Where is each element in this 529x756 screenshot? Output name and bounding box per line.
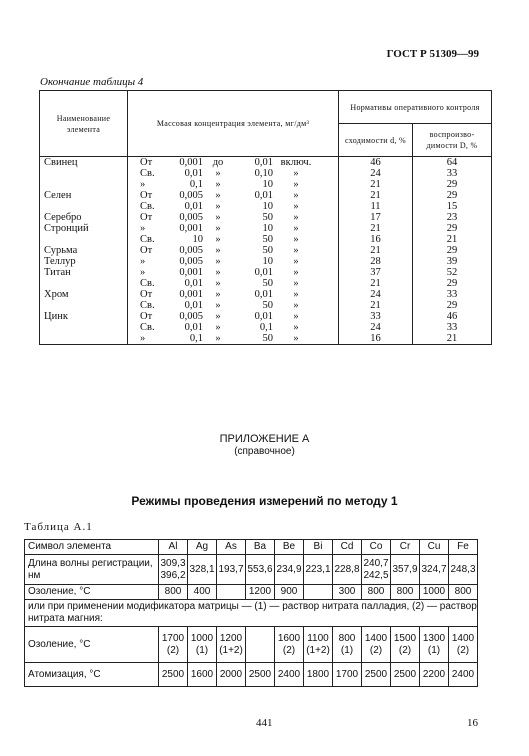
reproducibility-value: 33	[446, 289, 458, 300]
range-prefix: От	[140, 289, 153, 300]
concentration-range	[128, 300, 338, 311]
convergence-value: 21	[370, 300, 381, 311]
concentration-range	[128, 311, 338, 322]
convergence-cell	[339, 289, 413, 311]
convergence-cell	[339, 245, 413, 256]
page-number: 441	[256, 717, 273, 729]
range-from: 0,005	[179, 245, 203, 256]
table-cell: 1400 (2)	[449, 627, 478, 663]
table-cell: 800	[159, 585, 188, 600]
element-name	[40, 223, 128, 245]
range-inclusive: »	[293, 300, 299, 311]
concentration-range	[128, 245, 338, 256]
concentration-range	[128, 179, 338, 190]
convergence-value: 33	[370, 311, 381, 322]
row-label: Атомизация, °С	[25, 663, 159, 687]
row-label: Символ элемента	[25, 540, 159, 555]
table-cell: 2500	[159, 663, 188, 687]
table-cell: 1500 (2)	[391, 627, 420, 663]
table-cell	[217, 585, 246, 600]
table-cell: 240,7 242,5	[362, 555, 391, 585]
range-inclusive: »	[293, 333, 299, 344]
table-cell: 2500	[391, 663, 420, 687]
table-row	[40, 190, 492, 212]
concentration-cell	[128, 267, 339, 289]
table-cell: Al	[159, 540, 188, 555]
table-row	[40, 157, 492, 191]
table-row	[40, 256, 492, 267]
concentration-range	[128, 168, 338, 179]
range-to: 10	[262, 256, 273, 267]
table-cell: 400	[188, 585, 217, 600]
element-name-text: Титан	[44, 267, 71, 278]
convergence-value: 24	[370, 289, 381, 300]
range-inclusive: »	[293, 289, 299, 300]
table-row	[25, 663, 478, 687]
range-to-word: »	[215, 190, 221, 201]
table-cell: 228,8	[333, 555, 362, 585]
document-code: ГОСТ Р 51309—99	[386, 48, 479, 60]
header-norms: Нормативы оперативного контроля	[339, 91, 492, 124]
range-to-word: »	[215, 267, 221, 278]
range-inclusive: »	[293, 322, 299, 333]
range-prefix: Св.	[140, 322, 155, 333]
range-inclusive: »	[293, 311, 299, 322]
range-prefix: »	[140, 333, 146, 344]
table-cell: 309,3 396,2	[159, 555, 188, 585]
element-name-text: Свинец	[44, 157, 78, 168]
concentration-range	[128, 267, 338, 278]
range-inclusive: »	[293, 179, 299, 190]
table-cell: 800	[449, 585, 478, 600]
table-cell: 800	[391, 585, 420, 600]
convergence-value: 21	[370, 179, 381, 190]
convergence-cell	[339, 311, 413, 345]
element-name-text: Цинк	[44, 311, 68, 322]
convergence-value: 16	[370, 234, 381, 245]
table-cell: 1100 (1+2)	[304, 627, 333, 663]
table-cell: As	[217, 540, 246, 555]
range-prefix: Св.	[140, 234, 155, 245]
table-cell	[246, 627, 275, 663]
range-prefix: »	[140, 267, 146, 278]
range-inclusive: »	[293, 267, 299, 278]
table-cell: Be	[275, 540, 304, 555]
table-row	[40, 212, 492, 223]
element-name-text: Селен	[44, 190, 72, 201]
table-cell: 324,7	[420, 555, 449, 585]
range-to-word: »	[215, 234, 221, 245]
convergence-cell	[339, 256, 413, 267]
reproducibility-cell	[413, 245, 492, 256]
concentration-range	[128, 333, 338, 344]
range-prefix: »	[140, 179, 146, 190]
range-to: 50	[262, 333, 273, 344]
element-name	[40, 256, 128, 267]
table-cell: 2400	[449, 663, 478, 687]
range-to: 50	[262, 278, 273, 289]
range-prefix: От	[140, 190, 153, 201]
range-inclusive: »	[293, 212, 299, 223]
table-row	[25, 555, 478, 585]
range-from: 0,005	[179, 212, 203, 223]
table-row	[40, 311, 492, 345]
convergence-value: 46	[370, 157, 381, 168]
reproducibility-value: 29	[446, 245, 458, 256]
range-from: 0,01	[184, 168, 203, 179]
convergence-value: 24	[370, 322, 381, 333]
table4	[39, 90, 492, 345]
range-prefix: Св.	[140, 278, 155, 289]
table-cell	[304, 585, 333, 600]
tableA1-caption: Таблица А.1	[24, 521, 93, 533]
range-to: 0,10	[254, 168, 273, 179]
range-prefix: От	[140, 157, 153, 168]
table-cell: 800 (1)	[333, 627, 362, 663]
convergence-value: 37	[370, 267, 381, 278]
range-to: 0,01	[254, 157, 273, 168]
element-name	[40, 190, 128, 212]
range-to-word: »	[215, 289, 221, 300]
range-prefix: От	[140, 245, 153, 256]
appendix-title: ПРИЛОЖЕНИЕ А	[219, 433, 310, 445]
element-name	[40, 311, 128, 345]
table-cell: 328,1	[188, 555, 217, 585]
reproducibility-value: 33	[446, 168, 458, 179]
concentration-cell	[128, 223, 339, 245]
appendix-subtitle: (справочное)	[234, 446, 295, 457]
range-from: 0,005	[179, 256, 203, 267]
range-from: 0,005	[179, 190, 203, 201]
element-name-text: Стронций	[44, 223, 89, 234]
table-cell: Cr	[391, 540, 420, 555]
table-cell: Cd	[333, 540, 362, 555]
range-to: 10	[262, 201, 273, 212]
element-name	[40, 245, 128, 256]
row-label: Озоление, °С	[25, 627, 159, 663]
convergence-cell	[339, 223, 413, 245]
range-inclusive: »	[293, 201, 299, 212]
sheet-number: 16	[467, 717, 478, 729]
convergence-value: 16	[370, 333, 381, 344]
range-from: 0,001	[179, 267, 203, 278]
header-convergence: сходимости d, %	[339, 124, 413, 157]
range-to-word: »	[215, 201, 221, 212]
table-cell: 2500	[246, 663, 275, 687]
header-reproducibility: воспроизво-димости D, %	[413, 124, 492, 157]
reproducibility-cell	[413, 223, 492, 245]
range-to: 10	[262, 223, 273, 234]
table-cell: 2500	[362, 663, 391, 687]
table-row	[40, 245, 492, 256]
element-name	[40, 267, 128, 289]
reproducibility-value: 23	[446, 212, 458, 223]
concentration-cell	[128, 190, 339, 212]
range-from: 0,01	[184, 322, 203, 333]
table-row	[40, 289, 492, 311]
table-cell: 2200	[420, 663, 449, 687]
table-cell: 800	[362, 585, 391, 600]
range-to: 50	[262, 234, 273, 245]
table-cell: 234,9	[275, 555, 304, 585]
reproducibility-value: 29	[446, 179, 458, 190]
table-cell: 1600 (2)	[275, 627, 304, 663]
range-prefix: Св.	[140, 300, 155, 311]
concentration-range	[128, 322, 338, 333]
range-from: 0,001	[179, 223, 203, 234]
range-to-word: »	[215, 322, 221, 333]
range-prefix: От	[140, 212, 153, 223]
concentration-cell	[128, 157, 339, 191]
range-from: 0,01	[184, 278, 203, 289]
range-to: 0,1	[259, 322, 273, 333]
table-note: или при применении модификатора матрицы — (1) — раствор нитрата палладия, (2) — раствор нитрата магния:	[25, 600, 478, 627]
convergence-value: 24	[370, 168, 381, 179]
table-cell: 248,3	[449, 555, 478, 585]
range-to: 50	[262, 245, 273, 256]
range-to-word: »	[215, 278, 221, 289]
table-cell: 553,6	[246, 555, 275, 585]
concentration-cell	[128, 311, 339, 345]
range-inclusive: »	[293, 190, 299, 201]
table-cell: 900	[275, 585, 304, 600]
range-to-word: до	[212, 157, 224, 168]
range-from: 0,001	[179, 289, 203, 300]
row-label: Длина волны регистрации, нм	[25, 555, 159, 585]
range-inclusive: »	[293, 234, 299, 245]
range-to-word: »	[215, 212, 221, 223]
element-name	[40, 289, 128, 311]
row-label: Озоление, °С	[25, 585, 159, 600]
range-inclusive: »	[293, 223, 299, 234]
concentration-range	[128, 157, 338, 168]
range-from: 0,01	[184, 201, 203, 212]
section-title: Режимы проведения измерений по методу 1	[131, 494, 398, 508]
reproducibility-value: 29	[446, 190, 458, 201]
table-cell: 1800	[304, 663, 333, 687]
table-cell: 357,9	[391, 555, 420, 585]
reproducibility-cell	[413, 289, 492, 311]
concentration-cell	[128, 256, 339, 267]
convergence-value: 21	[370, 245, 381, 256]
table-cell: 1300 (1)	[420, 627, 449, 663]
concentration-cell	[128, 289, 339, 311]
range-to: 0,01	[254, 267, 273, 278]
convergence-value: 21	[370, 190, 381, 201]
table-cell: 1600	[188, 663, 217, 687]
table-cell: Bi	[304, 540, 333, 555]
reproducibility-value: 52	[446, 267, 458, 278]
header-concentration: Массовая концентрация элемента, мг/дм³	[128, 91, 339, 157]
range-to: 0,01	[254, 311, 273, 322]
range-from: 0,001	[179, 157, 203, 168]
table-cell: Co	[362, 540, 391, 555]
range-from: 0,01	[184, 300, 203, 311]
concentration-range	[128, 289, 338, 300]
table-cell: 2000	[217, 663, 246, 687]
range-prefix: Св.	[140, 201, 155, 212]
concentration-cell	[128, 212, 339, 223]
range-to: 50	[262, 212, 273, 223]
reproducibility-value: 39	[446, 256, 458, 267]
range-from: 10	[192, 234, 203, 245]
reproducibility-value: 21	[446, 333, 458, 344]
convergence-cell	[339, 157, 413, 191]
reproducibility-value: 29	[446, 300, 458, 311]
reproducibility-cell	[413, 190, 492, 212]
table-cell: 300	[333, 585, 362, 600]
range-to: 0,01	[254, 190, 273, 201]
convergence-cell	[339, 267, 413, 289]
convergence-value: 28	[370, 256, 381, 267]
concentration-range	[128, 201, 338, 212]
concentration-range	[128, 212, 338, 223]
range-inclusive: »	[293, 168, 299, 179]
range-inclusive: включ.	[280, 157, 312, 168]
reproducibility-cell	[413, 256, 492, 267]
range-inclusive: »	[293, 245, 299, 256]
range-from: 0,1	[189, 179, 203, 190]
convergence-value: 11	[370, 201, 381, 212]
table-cell: Ba	[246, 540, 275, 555]
concentration-cell	[128, 245, 339, 256]
tableA1	[24, 539, 478, 687]
table-cell: Ag	[188, 540, 217, 555]
reproducibility-value: 29	[446, 278, 458, 289]
table-cell: 1200	[246, 585, 275, 600]
convergence-value: 21	[370, 278, 381, 289]
convergence-value: 17	[370, 212, 381, 223]
table-row	[25, 585, 478, 600]
table-row	[40, 267, 492, 289]
concentration-range	[128, 223, 338, 234]
range-to: 50	[262, 300, 273, 311]
element-name-text: Теллур	[44, 256, 76, 267]
table-cell: 2400	[275, 663, 304, 687]
element-name	[40, 212, 128, 223]
table-row	[40, 223, 492, 245]
range-prefix: От	[140, 311, 153, 322]
range-from: 0,005	[179, 311, 203, 322]
range-prefix: Св.	[140, 168, 155, 179]
reproducibility-cell	[413, 267, 492, 289]
range-prefix: »	[140, 256, 146, 267]
table4-caption: Окончание таблицы 4	[40, 76, 144, 88]
range-to-word: »	[215, 245, 221, 256]
range-from: 0,1	[189, 333, 203, 344]
table-cell: 1700	[333, 663, 362, 687]
reproducibility-value: 15	[446, 201, 458, 212]
range-inclusive: »	[293, 278, 299, 289]
table-row	[25, 540, 478, 555]
table-cell: Cu	[420, 540, 449, 555]
range-to: 0,01	[254, 289, 273, 300]
concentration-range	[128, 234, 338, 245]
convergence-value: 21	[370, 223, 381, 234]
table-cell: 1000	[420, 585, 449, 600]
table-note-row	[25, 600, 478, 627]
convergence-cell	[339, 212, 413, 223]
reproducibility-value: 21	[446, 234, 458, 245]
concentration-range	[128, 190, 338, 201]
range-to: 10	[262, 179, 273, 190]
reproducibility-value: 29	[446, 223, 458, 234]
reproducibility-cell	[413, 311, 492, 345]
range-to-word: »	[215, 179, 221, 190]
table-cell: 1000 (1)	[188, 627, 217, 663]
element-name-text: Хром	[44, 289, 69, 300]
range-inclusive: »	[293, 256, 299, 267]
reproducibility-value: 33	[446, 322, 458, 333]
range-to-word: »	[215, 300, 221, 311]
range-to-word: »	[215, 168, 221, 179]
table-cell: 223,1	[304, 555, 333, 585]
range-to-word: »	[215, 333, 221, 344]
reproducibility-value: 46	[446, 311, 458, 322]
concentration-range	[128, 278, 338, 289]
table-cell: 1200 (1+2)	[217, 627, 246, 663]
table-cell: 1400 (2)	[362, 627, 391, 663]
table-row	[25, 627, 478, 663]
range-to-word: »	[215, 311, 221, 322]
header-name: Наименование элемента	[40, 91, 128, 157]
convergence-cell	[339, 190, 413, 212]
concentration-range	[128, 256, 338, 267]
range-prefix: »	[140, 223, 146, 234]
reproducibility-value: 64	[446, 157, 458, 168]
table-cell: Fe	[449, 540, 478, 555]
table-cell: 1700 (2)	[159, 627, 188, 663]
element-name-text: Серебро	[44, 212, 82, 223]
range-to-word: »	[215, 223, 221, 234]
element-name	[40, 157, 128, 191]
range-to-word: »	[215, 256, 221, 267]
reproducibility-cell	[413, 212, 492, 223]
table-cell: 193,7	[217, 555, 246, 585]
reproducibility-cell	[413, 157, 492, 191]
element-name-text: Сурьма	[44, 245, 78, 256]
